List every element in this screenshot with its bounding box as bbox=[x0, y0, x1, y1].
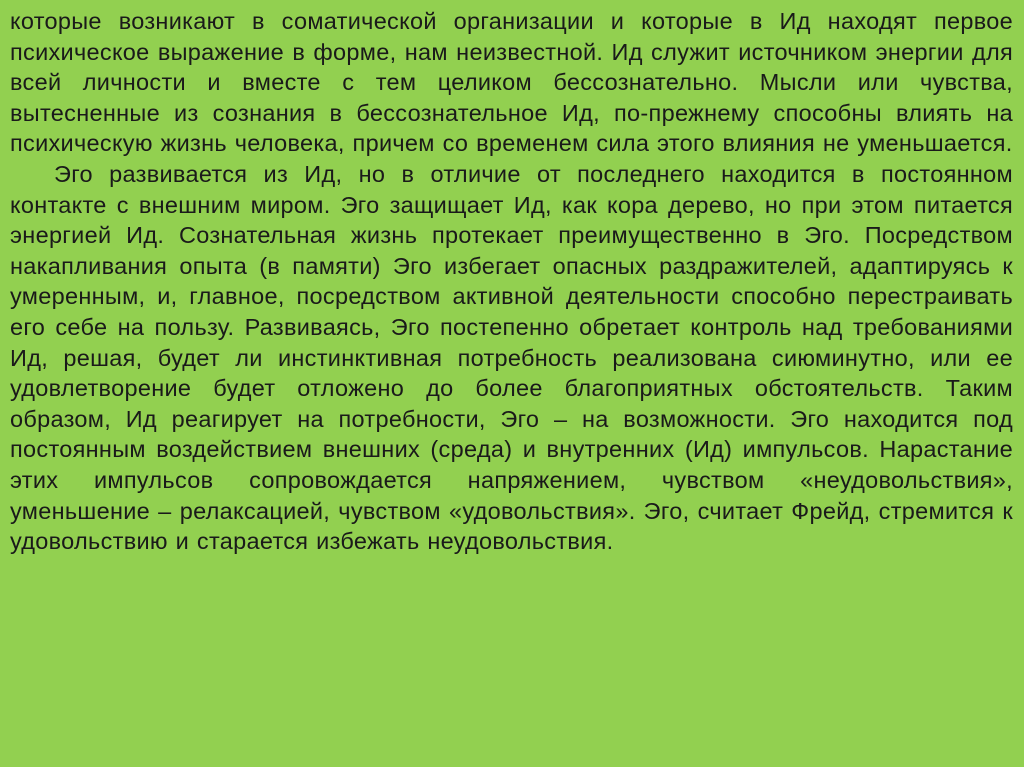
paragraph-ego: Эго развивается из Ид, но в отличие от последнего находится в постоянном контакте с внешним миром. Эго защищает Ид, как кора дерево, но при этом питается энергией Ид. Сознательная жизнь протекает преимущественно в Эго. Посредством накапливания опыта (в памяти) Эго избегает опасных раздражителей, адаптируясь к умеренным, и, главное, посредством активной деятельности способно перестраивать его себе на пользу. Развиваясь, Эго постепенно обретает контроль над требованиями Ид, решая, будет ли инстинктивная потребность реализована сиюминутно, или ее удовлетворение будет отложено до более благоприятных обстоятельств. Таким образом, Ид реагирует на потребности, Эго – на возможности. Эго находится под постоянным воздействием внешних (среда) и внутренних (Ид) импульсов. Нарастание этих импульсов сопровождается напряжением, чувством «неудовольствия», уменьшение – релаксацией, чувством «удовольствия». Эго, считает Фрейд, стремится к удовольствию и старается избежать неудовольствия. bbox=[10, 160, 1013, 555]
slide-text-area bbox=[10, 6, 1013, 760]
paragraph-continuation: которые возникают в соматической организации и которые в Ид находят первое психическое выражение в форме, нам неизвестной. Ид служит источником энергии для всей личности и вместе с тем целиком бессознательно. Мысли или чувства, вытесненные из сознания в бессознательное Ид, по-прежнему способны влиять на психическую жизнь человека, причем со временем сила этого влияния не уменьшается. bbox=[10, 8, 1013, 157]
